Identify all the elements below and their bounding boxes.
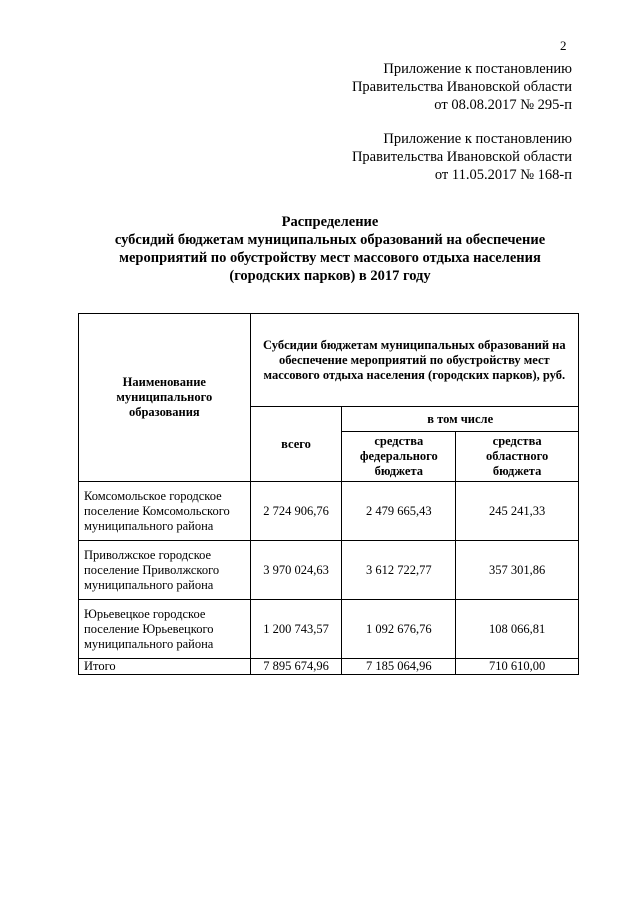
title-line: субсидий бюджетам муниципальных образований на обеспечение <box>114 232 546 248</box>
municipality-name: Юрьевецкое городское поселение Юрьевецкого муниципального района <box>79 600 251 659</box>
municipality-name: Приволжское городское поселение Приволжского муниципального района <box>79 541 251 600</box>
federal-value: 1 092 676,76 <box>342 600 456 659</box>
appendix-line: Приложение к постановлению <box>383 61 572 77</box>
appendix-line: Правительства Ивановской области <box>351 79 572 95</box>
header-subsidies: Субсидии бюджетам муниципальных образований на обеспечение мероприятий по обустройству мест массового отдыха населения (городских парков), руб. <box>250 314 578 407</box>
regional-value: 245 241,33 <box>456 482 579 541</box>
regional-value: 710 610,00 <box>456 659 579 675</box>
title-line: Распределение <box>281 214 379 230</box>
table-row <box>79 600 579 659</box>
document-title <box>60 213 600 285</box>
municipality-name: Комсомольское городское поселение Комсомольского муниципального района <box>79 482 251 541</box>
page-number: 2 <box>560 38 567 53</box>
title-line: мероприятий по обустройству мест массового отдыха населения <box>119 250 541 266</box>
header-regional: средства областного бюджета <box>456 432 579 482</box>
appendix-reference-1 <box>352 60 572 114</box>
total-value: 7 895 674,96 <box>250 659 342 675</box>
header-total: всего <box>250 407 342 482</box>
table-row <box>79 541 579 600</box>
appendix-reference-2 <box>352 130 572 184</box>
title-line: (городских парков) в 2017 году <box>229 268 431 284</box>
regional-value: 357 301,86 <box>456 541 579 600</box>
header-name: Наименование муниципального образования <box>79 314 251 482</box>
header-federal: средства федерального бюджета <box>342 432 456 482</box>
appendix-line: Приложение к постановлению <box>383 131 572 147</box>
total-value: 2 724 906,76 <box>250 482 342 541</box>
total-value: 1 200 743,57 <box>250 600 342 659</box>
federal-value: 2 479 665,43 <box>342 482 456 541</box>
federal-value: 3 612 722,77 <box>342 541 456 600</box>
appendix-line: Правительства Ивановской области <box>351 149 572 165</box>
header-including: в том числе <box>342 407 579 432</box>
table-row <box>79 482 579 541</box>
federal-value: 7 185 064,96 <box>342 659 456 675</box>
appendix-line: от 11.05.2017 № 168-п <box>434 167 572 183</box>
total-label: Итого <box>79 659 251 675</box>
appendix-line: от 08.08.2017 № 295-п <box>434 97 572 113</box>
total-row <box>79 659 579 675</box>
total-value: 3 970 024,63 <box>250 541 342 600</box>
regional-value: 108 066,81 <box>456 600 579 659</box>
subsidy-table <box>78 313 579 675</box>
